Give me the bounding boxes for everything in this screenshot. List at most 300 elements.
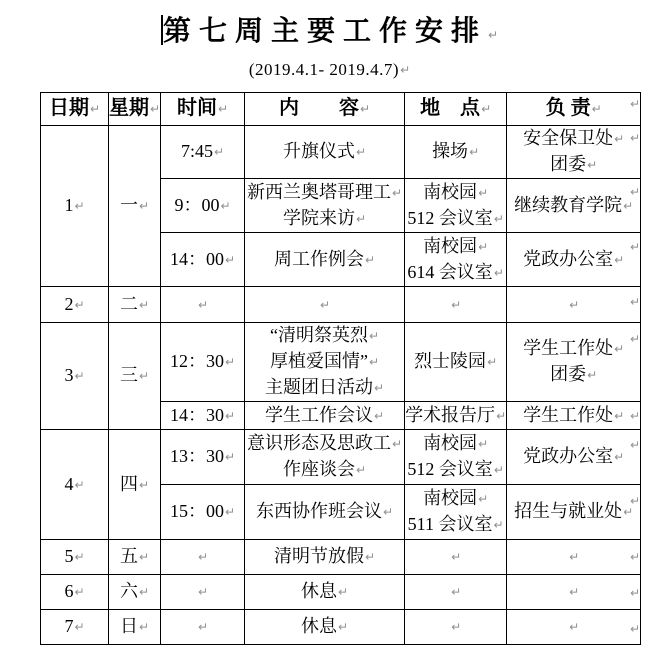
cell-line <box>245 206 404 232</box>
cell-text: 2 <box>64 293 74 314</box>
cell-text: 烈士陵园 <box>414 351 487 371</box>
cell-text: 操场 <box>432 141 469 161</box>
cell-text: 512 会议室 <box>407 207 493 228</box>
paragraph-mark-icon: ↵ <box>150 102 161 116</box>
paragraph-mark-icon: ↵ <box>74 620 85 634</box>
cell-location[interactable] <box>405 610 507 645</box>
cell-text: 厚植爱国情” <box>270 351 369 371</box>
cell-text: 升旗仪式 <box>283 141 356 161</box>
paragraph-mark-icon: ↵ <box>220 198 231 213</box>
paragraph-mark-icon: ↵ <box>493 265 504 280</box>
cell-text: 学院来访 <box>283 207 356 228</box>
paragraph-mark-icon: ↵ <box>614 342 625 356</box>
row-end-mark <box>630 126 650 180</box>
cell-location[interactable] <box>405 126 507 179</box>
cell-line <box>507 193 640 219</box>
cell-text: 东西协作班会议 <box>256 501 383 521</box>
cell-responsible[interactable] <box>507 233 641 287</box>
paragraph-mark-icon: ↵ <box>74 477 85 492</box>
paragraph-mark-icon: ↵ <box>139 199 150 213</box>
cell-location[interactable] <box>405 540 507 575</box>
header-row <box>41 93 641 126</box>
cell-line <box>41 292 108 318</box>
table-body <box>41 126 641 645</box>
cell-time[interactable] <box>161 233 245 287</box>
paragraph-mark-icon: ↵ <box>139 369 150 383</box>
cell-text: 招生与就业处 <box>514 501 623 521</box>
paragraph-mark-icon: ↵ <box>614 450 625 464</box>
paragraph-mark-icon: ↵ <box>139 297 150 312</box>
cell-text: 14：00 <box>170 248 225 269</box>
table-row <box>41 540 641 575</box>
cell-responsible[interactable] <box>507 323 641 402</box>
cell-text: 主题团日活动 <box>265 377 374 397</box>
paragraph-mark-icon: ↵ <box>365 550 376 564</box>
paragraph-mark-icon: ↵ <box>487 28 499 42</box>
cell-line <box>109 614 160 640</box>
cell-text: 4 <box>64 473 74 494</box>
cell-text: 南校园 <box>423 488 478 508</box>
row-end-mark <box>630 404 650 433</box>
cell-line <box>245 323 404 349</box>
paragraph-mark-icon: ↵ <box>569 297 580 312</box>
cell-text: “清明祭英烈 <box>270 325 369 345</box>
paragraph-mark-icon: ↵ <box>478 437 489 451</box>
paragraph-mark-icon: ↵ <box>493 463 504 477</box>
cell-date[interactable] <box>41 575 109 610</box>
cell-text: 六 <box>120 581 138 601</box>
cell-line <box>405 234 506 260</box>
paragraph-mark-icon: ↵ <box>74 199 85 213</box>
cell-text: 学术报告厅 <box>405 404 496 425</box>
cell-line <box>109 193 160 219</box>
cell-line <box>41 363 108 389</box>
paragraph-mark-icon: ↵ <box>198 585 209 599</box>
cell-text: 意识形态及思政工 <box>247 433 392 453</box>
cell-line <box>507 614 640 640</box>
cell-text: 学生工作处 <box>523 338 614 358</box>
paragraph-mark-icon: ↵ <box>630 438 641 452</box>
paragraph-mark-icon: ↵ <box>630 622 641 636</box>
paragraph-mark-icon: ↵ <box>623 198 634 213</box>
paragraph-mark-icon: ↵ <box>481 102 492 116</box>
cell-text: 周工作例会 <box>274 248 365 269</box>
header-label: 负 责 <box>545 97 591 119</box>
cell-content[interactable] <box>245 323 405 402</box>
paragraph-mark-icon: ↵ <box>591 102 602 116</box>
header-label: 时间 <box>177 97 218 119</box>
cell-text: 7 <box>64 616 74 636</box>
cell-content[interactable] <box>245 540 405 575</box>
cell-line <box>245 292 404 318</box>
cell-line <box>41 193 108 219</box>
cell-text: 学生工作处 <box>523 404 614 425</box>
cell-line <box>507 336 640 362</box>
paragraph-mark-icon: ↵ <box>614 252 625 267</box>
cell-date[interactable] <box>41 610 109 645</box>
row-end-mark <box>630 581 650 617</box>
paragraph-mark-icon: ↵ <box>400 63 411 77</box>
paragraph-mark-icon: ↵ <box>478 185 489 200</box>
paragraph-mark-icon: ↵ <box>198 620 209 634</box>
table-row <box>41 430 641 485</box>
paragraph-mark-icon: ↵ <box>587 158 598 172</box>
paragraph-mark-icon: ↵ <box>630 409 641 423</box>
cell-weekday[interactable] <box>109 430 161 540</box>
cell-line <box>507 403 640 429</box>
paragraph-mark-icon: ↵ <box>630 240 641 254</box>
paragraph-mark-icon: ↵ <box>218 102 229 116</box>
cell-line <box>405 292 506 318</box>
cell-line <box>405 431 506 457</box>
cell-text: 作座谈会 <box>283 459 356 479</box>
paragraph-mark-icon: ↵ <box>369 355 380 369</box>
cell-line <box>161 292 244 318</box>
cell-text: 南校园 <box>423 433 478 453</box>
cell-text: 14：30 <box>170 404 225 425</box>
paragraph-mark-icon: ↵ <box>478 239 489 254</box>
header-cell-responsible[interactable] <box>507 93 641 126</box>
cell-text: 南校园 <box>423 235 478 256</box>
cell-text: 5 <box>64 546 74 566</box>
cell-text: 15：00 <box>170 501 225 521</box>
cell-date[interactable] <box>41 323 109 430</box>
header-cell-date[interactable] <box>41 93 109 126</box>
header-cell-weekday[interactable] <box>109 93 161 126</box>
cell-date[interactable] <box>41 540 109 575</box>
paragraph-mark-icon: ↵ <box>369 329 380 343</box>
cell-content[interactable] <box>245 485 405 540</box>
paragraph-mark-icon: ↵ <box>451 620 462 634</box>
cell-text: 6 <box>64 581 74 601</box>
cell-text: 五 <box>120 546 138 566</box>
cell-line <box>245 544 404 570</box>
cell-content[interactable] <box>245 233 405 287</box>
cell-text: 9：00 <box>174 194 220 215</box>
cell-line <box>405 544 506 570</box>
doc-title[interactable] <box>0 9 659 49</box>
table-row <box>41 323 641 402</box>
cell-time[interactable] <box>161 323 245 402</box>
cell-time[interactable] <box>161 402 245 430</box>
paragraph-mark-icon: ↵ <box>630 332 641 346</box>
row-end-mark <box>630 235 650 290</box>
cell-text: 三 <box>120 365 138 385</box>
cell-text: 13：30 <box>170 446 225 466</box>
paragraph-mark-icon: ↵ <box>630 494 641 508</box>
cell-line <box>245 431 404 457</box>
cell-line <box>507 126 640 152</box>
cell-line <box>161 544 244 570</box>
row-end-mark <box>630 617 650 646</box>
cell-line <box>507 499 640 525</box>
paragraph-mark-icon: ↵ <box>630 295 641 309</box>
cell-line <box>405 139 506 165</box>
cell-location[interactable] <box>405 402 507 430</box>
cell-text: 团委 <box>550 154 587 174</box>
table-row <box>41 610 641 645</box>
paragraph-mark-icon: ↵ <box>451 550 462 564</box>
header-cell-time[interactable] <box>161 93 245 126</box>
row-end-mark <box>630 545 650 581</box>
paragraph-mark-icon: ↵ <box>630 586 641 600</box>
cell-text: 四 <box>120 473 138 494</box>
paragraph-mark-icon: ↵ <box>139 585 150 599</box>
paragraph-mark-icon: ↵ <box>587 368 598 382</box>
paragraph-mark-icon: ↵ <box>392 185 403 200</box>
cell-line <box>245 403 404 429</box>
header-cell-location[interactable] <box>405 93 507 126</box>
paragraph-mark-icon: ↵ <box>374 408 385 423</box>
cell-responsible[interactable] <box>507 540 641 575</box>
cell-line <box>109 544 160 570</box>
cell-line <box>507 362 640 388</box>
cell-text: 3 <box>64 365 74 385</box>
paragraph-mark-icon: ↵ <box>493 211 504 226</box>
paragraph-mark-icon: ↵ <box>623 505 634 519</box>
row-end-mark <box>630 180 650 235</box>
paragraph-mark-icon: ↵ <box>383 505 394 519</box>
cell-text: 党政办公室 <box>523 248 614 269</box>
header-label: 内 容 <box>279 97 360 119</box>
paragraph-mark-icon: ↵ <box>89 102 101 116</box>
header-label: 星期 <box>109 97 149 119</box>
paragraph-mark-icon: ↵ <box>139 620 150 634</box>
cell-content[interactable] <box>245 430 405 485</box>
cell-line <box>245 247 404 273</box>
cell-responsible[interactable] <box>507 575 641 610</box>
cell-line <box>161 579 244 605</box>
doc-subtitle-text: (2019.4.1- 2019.4.7) <box>248 60 400 79</box>
cell-time[interactable] <box>161 540 245 575</box>
cell-weekday[interactable] <box>109 126 161 287</box>
cell-text: 12：30 <box>170 351 225 371</box>
cell-weekday[interactable] <box>109 323 161 430</box>
cell-date[interactable] <box>41 430 109 540</box>
cell-time[interactable] <box>161 485 245 540</box>
cell-time[interactable] <box>161 287 245 323</box>
paragraph-mark-icon: ↵ <box>320 297 331 312</box>
cell-line <box>245 180 404 206</box>
paragraph-mark-icon: ↵ <box>374 381 385 395</box>
cell-text: 日 <box>120 616 138 636</box>
cell-line <box>41 472 108 498</box>
paragraph-mark-icon: ↵ <box>451 297 462 312</box>
table-row <box>41 575 641 610</box>
cell-text: 南校园 <box>423 181 478 202</box>
paragraph-mark-icon: ↵ <box>139 477 150 492</box>
paragraph-mark-icon: ↵ <box>225 408 236 423</box>
cell-text: 休息 <box>301 616 338 636</box>
cell-line <box>245 614 404 640</box>
cell-text: 二 <box>120 293 138 314</box>
doc-title-text: 第七周主要工作安排 <box>162 14 487 47</box>
cell-content[interactable] <box>245 575 405 610</box>
cell-location[interactable] <box>405 233 507 287</box>
row-end-mark <box>630 489 650 545</box>
cell-responsible[interactable] <box>507 485 641 540</box>
cell-time[interactable] <box>161 179 245 233</box>
paragraph-mark-icon: ↵ <box>614 408 625 423</box>
cell-text: 一 <box>120 195 138 215</box>
cell-line <box>507 292 640 318</box>
cell-line <box>161 193 244 219</box>
cell-line <box>245 375 404 401</box>
cell-line <box>405 457 506 483</box>
schedule-table <box>40 92 641 645</box>
cell-content[interactable] <box>245 610 405 645</box>
cell-responsible[interactable] <box>507 179 641 233</box>
cell-line <box>161 139 244 165</box>
cell-location[interactable] <box>405 485 507 540</box>
cell-text: 7:45 <box>181 141 214 161</box>
cell-text: 511 会议室 <box>407 514 493 534</box>
cell-line <box>405 206 506 232</box>
cell-line <box>161 614 244 640</box>
row-end-mark <box>630 433 650 489</box>
paragraph-mark-icon: ↵ <box>74 585 85 599</box>
cell-date[interactable] <box>41 287 109 323</box>
cell-line <box>405 349 506 375</box>
cell-line <box>507 247 640 273</box>
cell-line <box>507 544 640 570</box>
cell-text: 学生工作会议 <box>265 404 374 425</box>
cell-line <box>405 180 506 206</box>
paragraph-mark-icon: ↵ <box>74 550 85 564</box>
cell-date[interactable] <box>41 126 109 287</box>
cell-content[interactable] <box>245 287 405 323</box>
row-end-mark <box>630 327 650 404</box>
paragraph-mark-icon: ↵ <box>569 550 580 564</box>
cell-line <box>507 579 640 605</box>
header-label: 日期 <box>48 97 89 119</box>
header-cell-content[interactable] <box>245 93 405 126</box>
cell-text: 1 <box>64 195 74 215</box>
cell-location[interactable] <box>405 323 507 402</box>
paragraph-mark-icon: ↵ <box>356 211 367 226</box>
cell-weekday[interactable] <box>109 575 161 610</box>
cell-responsible[interactable] <box>507 402 641 430</box>
row-end-mark <box>630 92 650 126</box>
cell-line <box>161 403 244 429</box>
cell-text: 512 会议室 <box>407 459 493 479</box>
cell-line <box>161 499 244 525</box>
paragraph-mark-icon: ↵ <box>356 463 367 477</box>
cell-content[interactable] <box>245 126 405 179</box>
cell-line <box>245 499 404 525</box>
cell-text: 614 会议室 <box>407 261 493 282</box>
cell-text: 党政办公室 <box>523 446 614 466</box>
cell-time[interactable] <box>161 126 245 179</box>
cell-time[interactable] <box>161 610 245 645</box>
cell-weekday[interactable] <box>109 287 161 323</box>
cell-line <box>109 363 160 389</box>
cell-responsible[interactable] <box>507 430 641 485</box>
cell-line <box>109 579 160 605</box>
table-row <box>41 126 641 179</box>
cell-time[interactable] <box>161 430 245 485</box>
cell-location[interactable] <box>405 430 507 485</box>
cell-line <box>41 614 108 640</box>
cell-weekday[interactable] <box>109 540 161 575</box>
paragraph-mark-icon: ↵ <box>139 550 150 564</box>
paragraph-mark-icon: ↵ <box>356 145 367 159</box>
cell-text: 新西兰奥塔哥理工 <box>247 181 392 202</box>
row-end-mark <box>630 290 650 327</box>
cell-text: 休息 <box>301 581 338 601</box>
paragraph-mark-icon: ↵ <box>214 145 225 159</box>
header-label: 地 点 <box>420 97 481 119</box>
paragraph-mark-icon: ↵ <box>569 585 580 599</box>
paragraph-mark-icon: ↵ <box>630 131 641 145</box>
cell-line <box>405 512 506 538</box>
cell-text: 团委 <box>550 364 587 384</box>
paragraph-mark-icon: ↵ <box>225 505 236 519</box>
cell-content[interactable] <box>245 402 405 430</box>
cell-time[interactable] <box>161 575 245 610</box>
paragraph-mark-icon: ↵ <box>630 185 641 199</box>
paragraph-mark-icon: ↵ <box>630 97 641 111</box>
cell-location[interactable] <box>405 575 507 610</box>
cell-line <box>405 486 506 512</box>
paragraph-mark-icon: ↵ <box>392 437 403 451</box>
paragraph-mark-icon: ↵ <box>614 132 625 146</box>
cell-location[interactable] <box>405 287 507 323</box>
paragraph-mark-icon: ↵ <box>360 102 371 116</box>
paragraph-mark-icon: ↵ <box>496 408 507 423</box>
paragraph-mark-icon: ↵ <box>338 585 349 599</box>
cell-line <box>405 614 506 640</box>
cell-line <box>161 349 244 375</box>
paragraph-mark-icon: ↵ <box>198 297 209 312</box>
paragraph-mark-icon: ↵ <box>225 355 236 369</box>
cell-line <box>109 472 160 498</box>
cell-content[interactable] <box>245 179 405 233</box>
cell-line <box>405 579 506 605</box>
doc-subtitle[interactable] <box>0 60 659 80</box>
paragraph-mark-icon: ↵ <box>365 252 376 267</box>
paragraph-mark-icon: ↵ <box>630 550 641 564</box>
cell-line <box>161 247 244 273</box>
paragraph-mark-icon: ↵ <box>198 550 209 564</box>
table-row <box>41 287 641 323</box>
cell-responsible[interactable] <box>507 126 641 179</box>
cell-line <box>507 444 640 470</box>
paragraph-mark-icon: ↵ <box>225 450 236 464</box>
paragraph-mark-icon: ↵ <box>451 585 462 599</box>
cell-responsible[interactable] <box>507 287 641 323</box>
cell-line <box>109 292 160 318</box>
cell-weekday[interactable] <box>109 610 161 645</box>
cell-line <box>245 457 404 483</box>
row-end-marks <box>630 92 650 646</box>
paragraph-mark-icon: ↵ <box>487 355 498 369</box>
cell-line <box>405 260 506 286</box>
cell-text: 清明节放假 <box>274 546 365 566</box>
paragraph-mark-icon: ↵ <box>469 145 480 159</box>
paragraph-mark-icon: ↵ <box>74 297 85 312</box>
paragraph-mark-icon: ↵ <box>225 252 236 267</box>
cell-line <box>161 444 244 470</box>
cell-responsible[interactable] <box>507 610 641 645</box>
cell-line <box>245 139 404 165</box>
paragraph-mark-icon: ↵ <box>74 369 85 383</box>
paragraph-mark-icon: ↵ <box>338 620 349 634</box>
cell-line <box>41 579 108 605</box>
cell-location[interactable] <box>405 179 507 233</box>
cell-line <box>405 403 506 429</box>
cell-line <box>41 544 108 570</box>
